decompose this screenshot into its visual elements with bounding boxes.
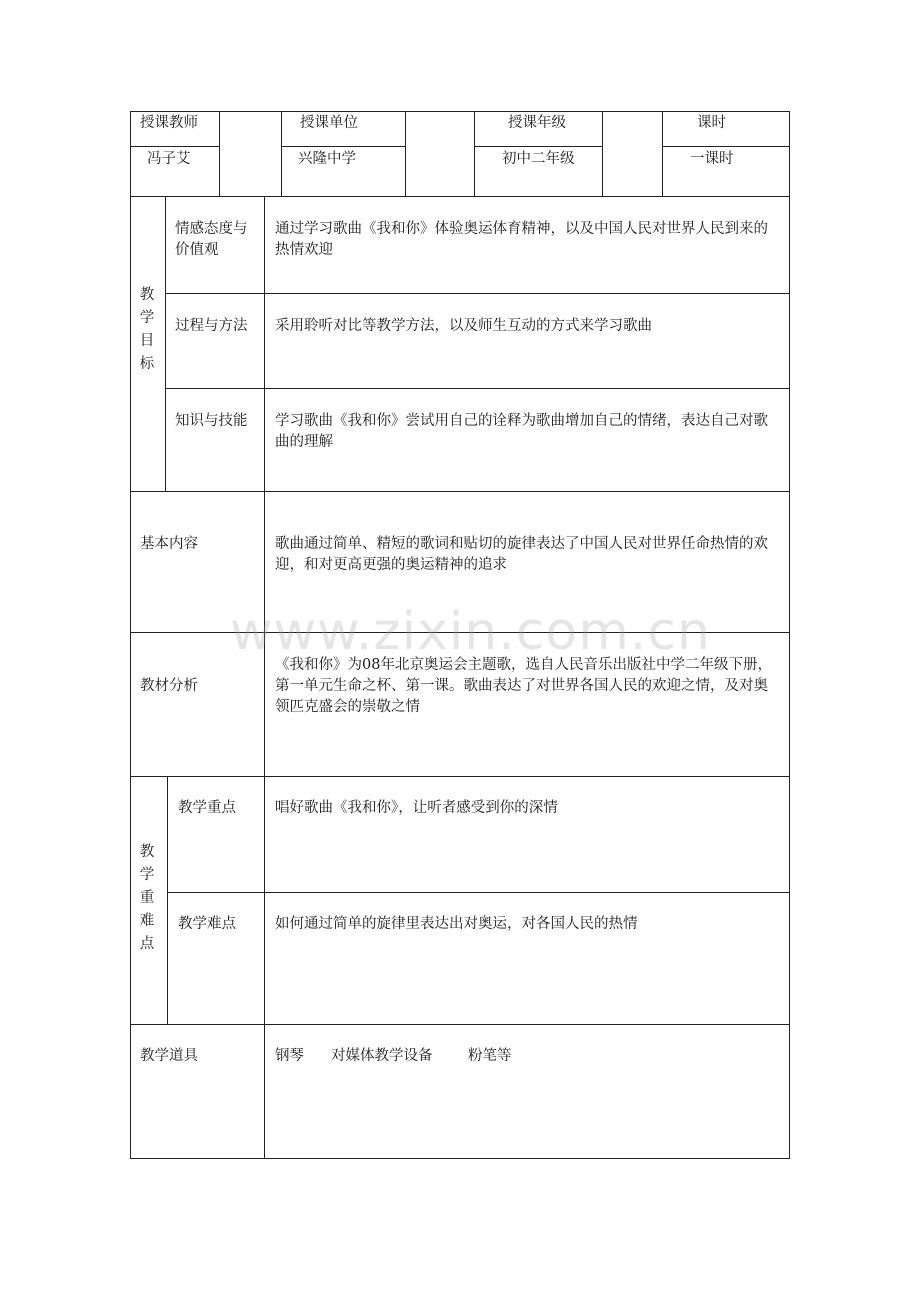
basic-content-label: 基本内容 [140,536,198,552]
table-border [474,111,475,197]
table-border [281,111,282,197]
objective-text-knowledge: 学习歌曲《我和你》尝试用自己的诠释为歌曲增加自己的情绪，表达自己对歌曲的理解 [275,413,768,450]
table-border [662,146,790,147]
table-border [165,388,790,389]
table-border [789,111,790,1159]
tool-item: 粉笔等 [468,1048,512,1064]
objectives-label: 教学目标 [139,287,155,372]
objective-text-process: 采用聆听对比等教学方法，以及师生互动的方式来学习歌曲 [275,318,652,334]
table-border [130,196,790,197]
watermark: www.zixin.com.cn [230,602,711,662]
grade-value: 初中二年级 [502,151,575,167]
table-border [167,776,168,1025]
table-border [165,196,166,492]
teacher-value: 冯子艾 [147,151,191,167]
table-border [130,1024,790,1025]
basic-content-text: 歌曲通过简单、精短的歌词和贴切的旋律表达了中国人民对世界任命热情的欢迎，和对更高更强的奥运精神的追求 [275,536,768,573]
period-value: 一课时 [690,151,734,167]
material-analysis-text: 《我和你》为08年北京奥运会主题歌，选自人民音乐出版社中学二年级下册，第一单元生命之杯、第一课。歌曲表达了对世界各国人民的欢迎之情，及对奥领匹克盛会的崇敬之情 [275,657,772,715]
table-border [130,111,790,112]
objective-label-attitude: 情感态度与价值观 [175,221,248,258]
grade-label: 授课年级 [508,115,566,131]
key-point-text-difficulty: 如何通过简单的旋律里表达出对奥运，对各国人民的热情 [275,916,638,932]
key-point-label-focus: 教学重点 [178,800,236,816]
table-border [264,196,265,1159]
table-border [219,111,220,197]
key-point-label-difficulty: 教学难点 [178,916,236,932]
table-border [474,146,603,147]
table-border [602,111,603,197]
table-border [130,491,790,492]
table-border [167,892,790,893]
tools-label: 教学道具 [140,1048,198,1064]
key-points-label: 教学重难点 [139,844,155,952]
period-label: 课时 [697,115,726,131]
table-border [130,1158,790,1159]
table-border [130,146,220,147]
objective-label-knowledge: 知识与技能 [175,413,248,429]
table-border [405,111,406,197]
unit-label: 授课单位 [300,115,358,131]
table-border [662,111,663,197]
tool-item: 对媒体教学设备 [331,1048,433,1064]
table-border [130,111,131,1159]
table-border [165,293,790,294]
table-border [130,776,790,777]
objective-text-attitude: 通过学习歌曲《我和你》体验奥运体育精神，以及中国人民对世界人民到来的热情欢迎 [275,221,768,258]
material-analysis-label: 教材分析 [140,678,198,694]
teacher-label: 授课教师 [140,115,198,131]
table-border [281,146,406,147]
tool-item: 钢琴 [275,1048,304,1064]
key-point-text-focus: 唱好歌曲《我和你》，让听者感受到你的深情 [275,800,558,816]
objective-label-process: 过程与方法 [175,318,248,334]
unit-value: 兴隆中学 [298,151,356,167]
